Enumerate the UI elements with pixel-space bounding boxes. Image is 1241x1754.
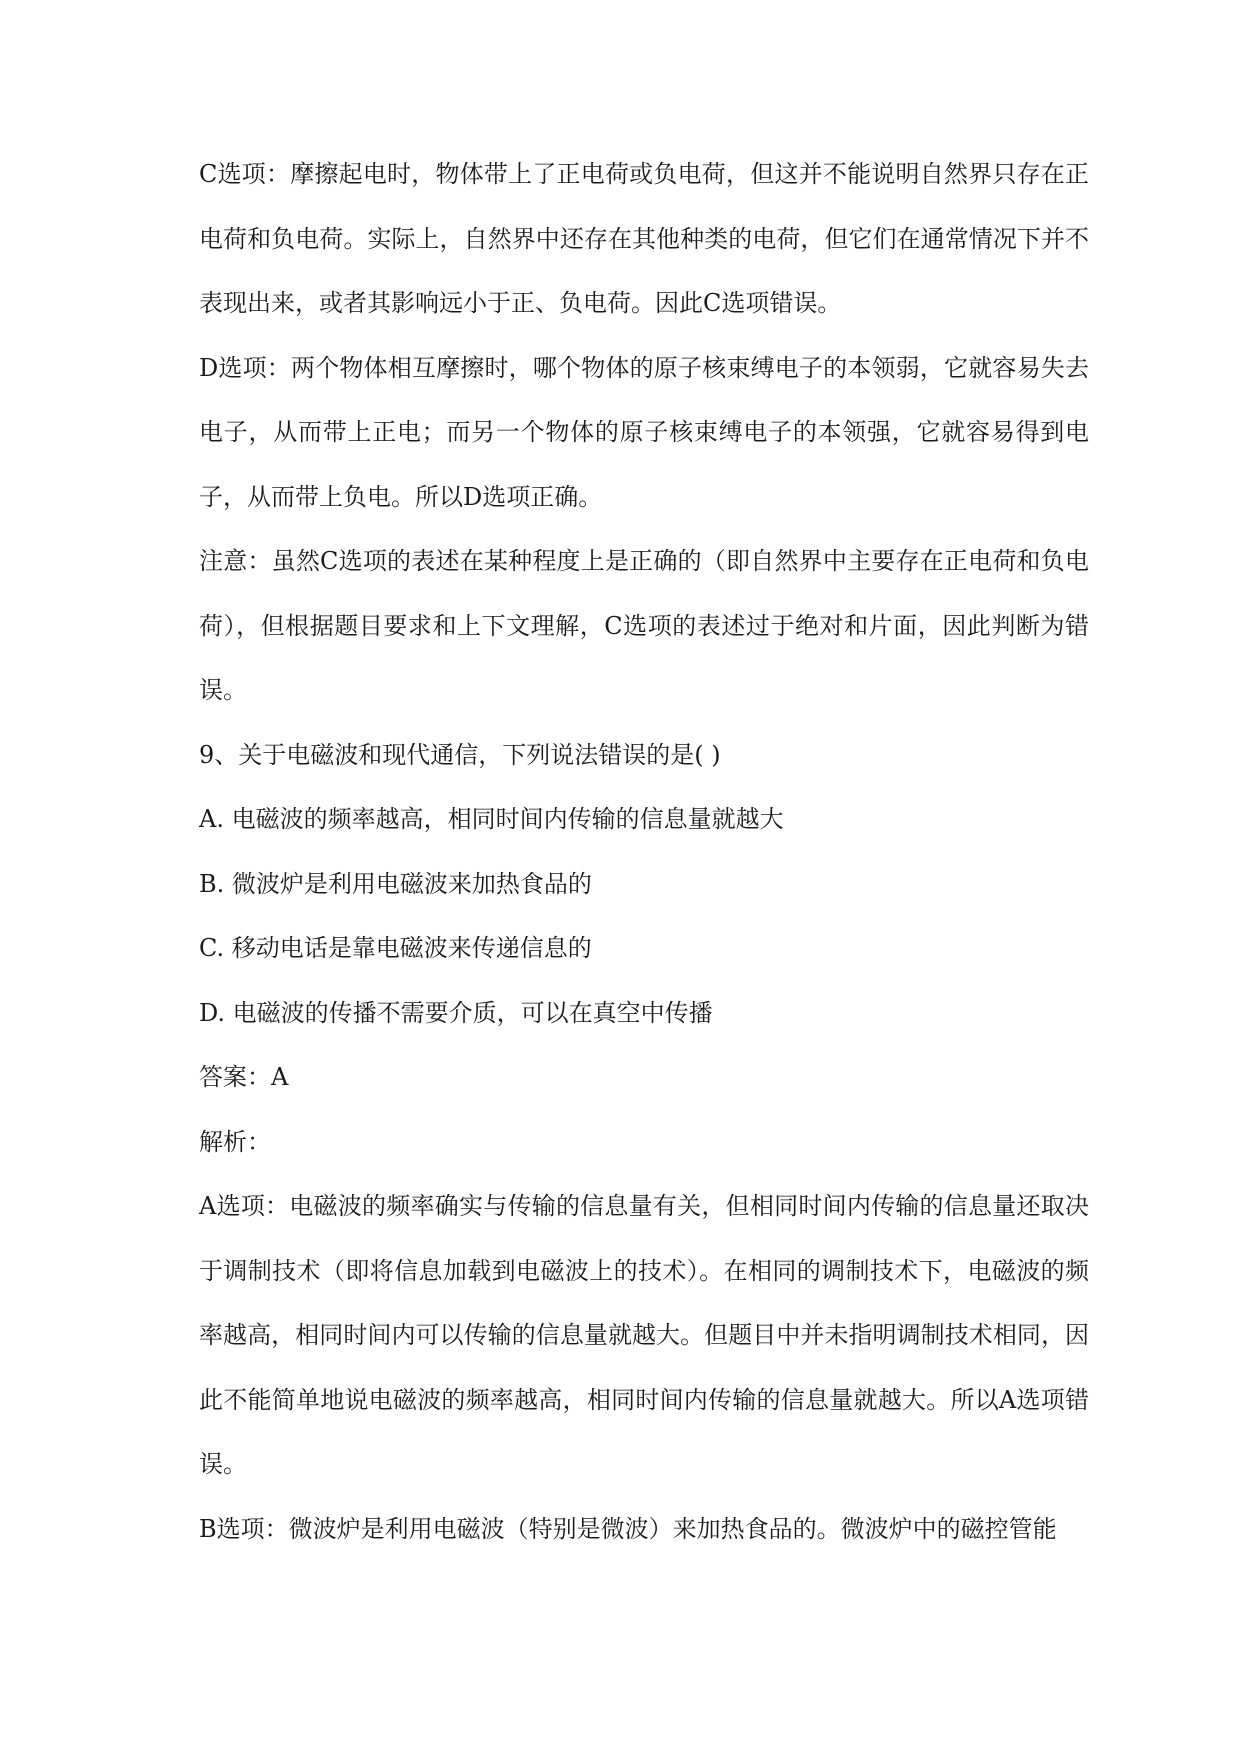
question-9-option-a: A. 电磁波的频率越高，相同时间内传输的信息量就越大 [199, 805, 784, 833]
analysis-heading: 解析： [199, 1127, 271, 1156]
analysis-option-b: B选项：微波炉是利用电磁波（特别是微波）来加热食品的。微波炉中的磁控管能 [199, 1514, 1057, 1543]
option-c-explanation: C选项：摩擦起电时，物体带上了正电荷或负电荷，但这并不能说明自然界只存在正电荷和负电荷。实际上，自然界中还存在其他种类的电荷，但它们在通常情况下并不表现出来，或者其影响远小于正、负电荷。因此C选项错误。 [199, 160, 1089, 317]
analysis-option-a: A选项：电磁波的频率确实与传输的信息量有关，但相同时间内传输的信息量还取决于调制技术（即将信息加载到电磁波上的技术）。在相同的调制技术下，电磁波的频率越高，相同时间内可以传输的信息量就越大。但题目中并未指明调制技术相同，因此不能简单地说电磁波的频率越高，相同时间内传输的信息量就越大。所以A选项错误。 [199, 1192, 1089, 1478]
note-paragraph: 注意：虽然C选项的表述在某种程度上是正确的（即自然界中主要存在正电荷和负电荷），但根据题目要求和上下文理解，C选项的表述过于绝对和片面，因此判断为错误。 [199, 547, 1089, 704]
question-9-option-b: B. 微波炉是利用电磁波来加热食品的 [199, 869, 592, 898]
question-9-stem: 9、关于电磁波和现代通信，下列说法错误的是( ) [199, 740, 721, 769]
answer-line: 答案：A [199, 1063, 289, 1091]
question-9-option-c: C. 移动电话是靠电磁波来传递信息的 [199, 934, 592, 962]
document-body [199, 142, 1089, 1561]
question-9-option-d: D. 电磁波的传播不需要介质，可以在真空中传播 [199, 998, 713, 1027]
option-d-explanation: D选项：两个物体相互摩擦时，哪个物体的原子核束缚电子的本领弱，它就容易失去电子，从而带上正电；而另一个物体的原子核束缚电子的本领强，它就容易得到电子，从而带上负电。所以D选项正确。 [199, 353, 1089, 511]
